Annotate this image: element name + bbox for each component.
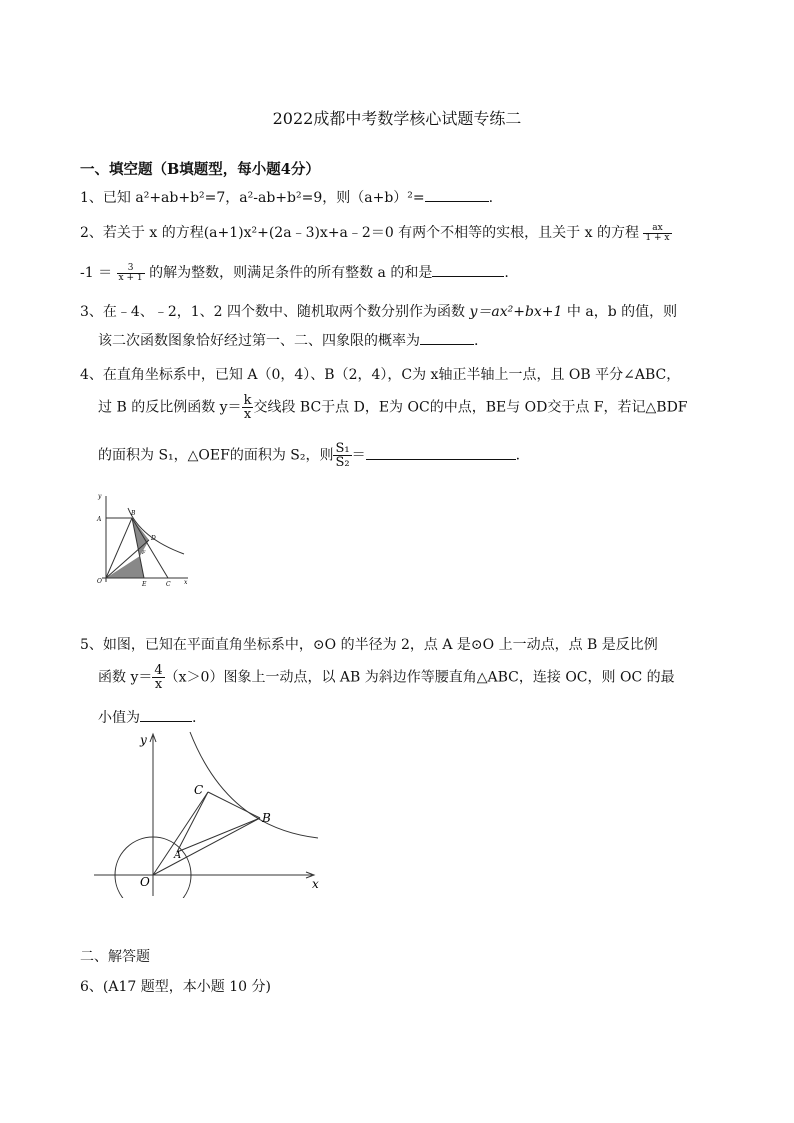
question-4-line-3 [98, 442, 520, 469]
fig5-label-x: x [312, 877, 319, 891]
figure-q5 [90, 728, 330, 898]
q5-line2-pre: 函数 y＝ [98, 669, 153, 686]
q2-frac2-num: 3 [117, 264, 145, 274]
q4-line2-post: 交线段 BC于点 D，E为 OC的中点，BE与 OD交于点 F，若记△BDF [253, 399, 688, 416]
q4-frac-den: x [243, 407, 252, 422]
q4-ratio-num: S₁ [335, 441, 350, 456]
question-4-line-2 [98, 394, 688, 421]
fig5-label-b: B [262, 811, 271, 825]
shaded-triangle-bdf [132, 518, 149, 556]
question-3-line-1 [80, 301, 677, 321]
segment-ca [177, 792, 208, 852]
q2-fraction-1 [643, 224, 671, 243]
q4-ratio-den: S₂ [335, 455, 350, 470]
q1-end: . [488, 190, 494, 206]
fig4-label-e: E [142, 581, 147, 588]
figure-q4 [88, 490, 198, 590]
fig5-label-y: y [140, 733, 147, 747]
q3-answer-blank [420, 332, 474, 345]
segment-cb [208, 792, 260, 818]
hyperbola-curve [190, 732, 318, 838]
fig5-label-a: A [174, 850, 182, 861]
question-4-line-1 [80, 364, 680, 384]
question-1 [80, 187, 493, 207]
q5-line3: 小值为 [98, 710, 140, 726]
q4-equals: ＝ [351, 447, 366, 464]
q1-text: 1、已知 a²+ab+b²=7，a²-ab+b²=9，则（a+b）²= [80, 190, 425, 206]
shaded-triangle-oef [106, 556, 144, 578]
question-5-line-3 [98, 707, 196, 727]
question-3-line-2 [98, 330, 478, 350]
q4-answer-blank [366, 447, 516, 460]
q2-frac2-den: x + 1 [118, 272, 143, 283]
q1-answer-blank [425, 189, 489, 202]
q3-line2: 该二次函数图象恰好经过第一、二、四象限的概率为 [98, 333, 420, 349]
page-title: 2022成都中考数学核心试题专练二 [272, 109, 522, 128]
q2-answer-blank [432, 264, 504, 277]
q4-line3-pre: 的面积为 S₁，△OEF的面积为 S₂，则 [98, 447, 334, 464]
segment-oc [153, 792, 208, 875]
question-5-line-1 [80, 634, 658, 654]
fig4-label-a: A [97, 516, 102, 523]
q4-ratio-fraction [333, 442, 351, 469]
fig4-label-c: C [166, 581, 171, 588]
segment-ob [153, 818, 260, 875]
q5-line2-post: （x＞0）图象上一动点，以 AB 为斜边作等腰直角△ABC，连接 OC，则 OC 的最 [164, 669, 675, 686]
question-5-line-2 [98, 664, 675, 691]
fig4-label-d: D [151, 535, 156, 542]
q5-end: . [192, 710, 197, 726]
q4-frac-num: k [243, 393, 252, 408]
fig4-label-o: O [97, 578, 102, 585]
question-2-line-2 [80, 262, 509, 283]
q5-fraction-4-over-x [152, 664, 164, 691]
q4-line2-pre: 过 B 的反比例函数 y＝ [98, 399, 242, 416]
question-2-line-1 [80, 222, 672, 243]
q3-line1-post: 中 a，b 的值，则 [566, 304, 678, 320]
q2-frac1-den: 1 + x [645, 232, 670, 243]
fig4-label-f: F [142, 550, 146, 556]
q3-function: y＝ax²+bx+1 [469, 304, 563, 320]
q3-end: . [474, 333, 479, 349]
section-2-heading: 二、解答题 [80, 949, 150, 965]
fig4-label-x: x [184, 579, 188, 586]
segment-ab [177, 818, 260, 852]
fig5-label-c: C [194, 783, 204, 797]
q5-answer-blank [140, 709, 192, 722]
q4-end: . [515, 447, 521, 464]
q2-line2-pre: -1 ＝ [80, 265, 113, 281]
q5-frac-num: 4 [154, 663, 163, 678]
q2-fraction-2 [117, 264, 145, 283]
q2-line1: 2、若关于 x 的方程(a+1)x²+(2a﹣3)x+a﹣2＝0 有两个不相等的实根，且关于 x 的方程 [80, 225, 639, 241]
fig5-label-o: O [140, 875, 150, 889]
q4-fraction-k-over-x [242, 394, 254, 421]
q5-frac-den: x [154, 677, 163, 692]
fig4-label-b: B [131, 510, 136, 517]
q5-line1: 5、如图，已知在平面直角坐标系中，⊙O 的半径为 2，点 A 是⊙O 上一动点，点 B 是反比例 [80, 637, 658, 653]
q3-line1-pre: 3、在﹣4、﹣2，1、2 四个数中、随机取两个数分别作为函数 [80, 304, 465, 320]
q2-end: . [504, 265, 509, 281]
fig4-label-y: y [98, 493, 102, 500]
question-6-heading: 6、(A17 题型，本小题 10 分) [80, 979, 271, 995]
q2-frac1-num: ax [643, 224, 671, 234]
section-1-heading: 一、填空题（B填题型，每小题4分） [80, 161, 320, 178]
q2-line2-post: 的解为整数，则满足条件的所有整数 a 的和是 [149, 265, 433, 281]
q4-line1: 4、在直角坐标系中，已知 A（0，4）、B（2，4），C为 x轴正半轴上一点，且 OB 平分∠ABC， [80, 367, 681, 383]
